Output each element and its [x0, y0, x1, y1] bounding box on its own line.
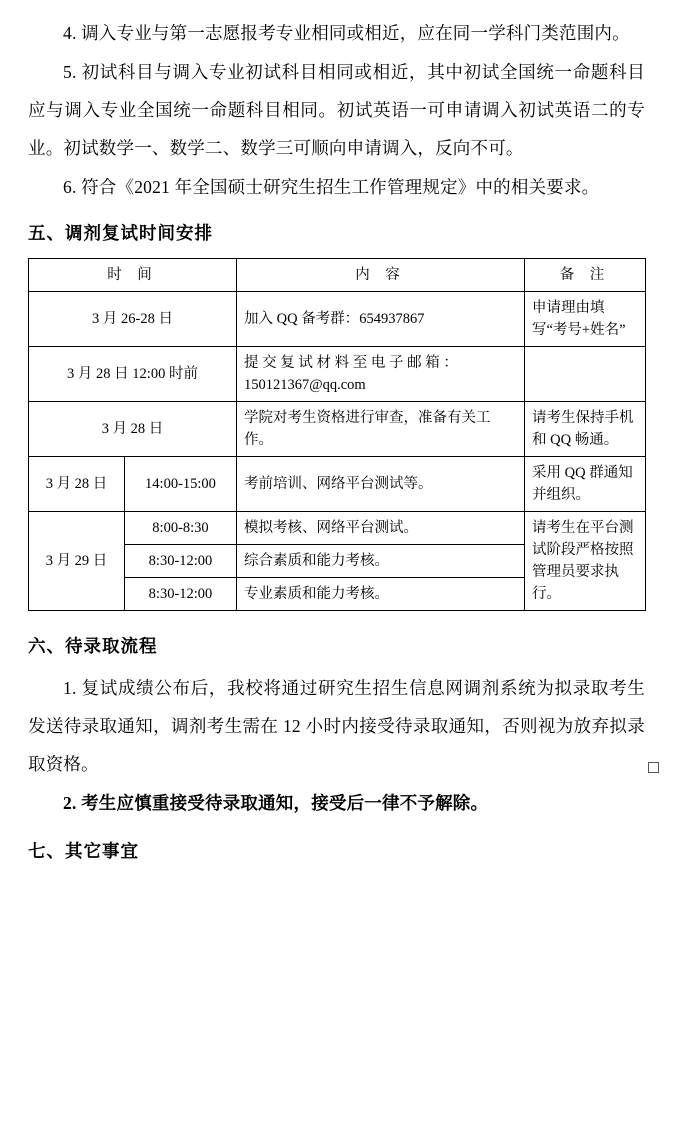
cell-time-range: 14:00-15:00	[125, 457, 237, 512]
cell-note: 采用 QQ 群通知并组织。	[525, 457, 646, 512]
section-five-heading: 五、调剂复试时间安排	[28, 223, 213, 243]
cell-time-range: 8:30-12:00	[125, 578, 237, 611]
section-seven-heading: 七、其它事宜	[28, 841, 139, 861]
cell-note: 请考生在平台测试阶段严格按照管理员要求执行。	[525, 512, 646, 611]
table-row	[29, 292, 646, 347]
paragraph-six-1: 1. 复试成绩公布后，我校将通过研究生招生信息网调剂系统为拟录取考生发送待录取通知，调剂考生需在 12 小时内接受待录取通知，否则视为放弃拟录取资格。	[28, 678, 645, 774]
paragraph-rule-6: 6. 符合《2021 年全国硕士研究生招生工作管理规定》中的相关要求。	[63, 177, 600, 197]
cell-time: 3 月 26-28 日	[29, 292, 237, 347]
cell-time: 3 月 29 日	[29, 512, 125, 611]
table-row	[29, 457, 646, 512]
cell-content: 专业素质和能力考核。	[237, 578, 525, 611]
cell-note: 申请理由填写“考号+姓名”	[525, 292, 646, 347]
cell-content: 加入 QQ 备考群：654937867	[237, 292, 525, 347]
cell-time-range: 8:30-12:00	[125, 545, 237, 578]
schedule-table	[28, 258, 646, 611]
paragraph-six-2: 2. 考生应慎重接受待录取通知，接受后一律不予解除。	[63, 793, 489, 813]
cell-content: 学院对考生资格进行审查，准备有关工作。	[237, 402, 525, 457]
table-header-note: 备 注	[525, 259, 646, 292]
table-header-row	[29, 259, 646, 292]
cell-note	[525, 347, 646, 402]
cell-content: 考前培训、网络平台测试等。	[237, 457, 525, 512]
cell-note: 请考生保持手机和 QQ 畅通。	[525, 402, 646, 457]
cell-content: 模拟考核、网络平台测试。	[237, 512, 525, 545]
paragraph-rule-5: 5. 初试科目与调入专业初试科目相同或相近，其中初试全国统一命题科目应与调入专业全国统一命题科目相同。初试英语一可申请调入初试英语二的专业。初试数学一、数学二、数学三可顺向申请调入，反向不可。	[28, 62, 645, 158]
cell-time: 3 月 28 日	[29, 457, 125, 512]
cell-time-range: 8:00-8:30	[125, 512, 237, 545]
table-header-content: 内 容	[237, 259, 525, 292]
table-header-time: 时 间	[29, 259, 237, 292]
cell-content: 提 交 复 试 材 料 至 电 子 邮 箱 ：150121367@qq.com	[237, 347, 525, 402]
cell-time: 3 月 28 日 12:00 时前	[29, 347, 237, 402]
cell-content: 综合素质和能力考核。	[237, 545, 525, 578]
page-marker-box	[648, 762, 659, 773]
table-row	[29, 347, 646, 402]
cell-time: 3 月 28 日	[29, 402, 237, 457]
table-row	[29, 512, 646, 545]
section-six-heading: 六、待录取流程	[28, 636, 158, 656]
table-row	[29, 402, 646, 457]
paragraph-rule-4: 4. 调入专业与第一志愿报考专业相同或相近，应在同一学科门类范围内。	[63, 23, 630, 43]
